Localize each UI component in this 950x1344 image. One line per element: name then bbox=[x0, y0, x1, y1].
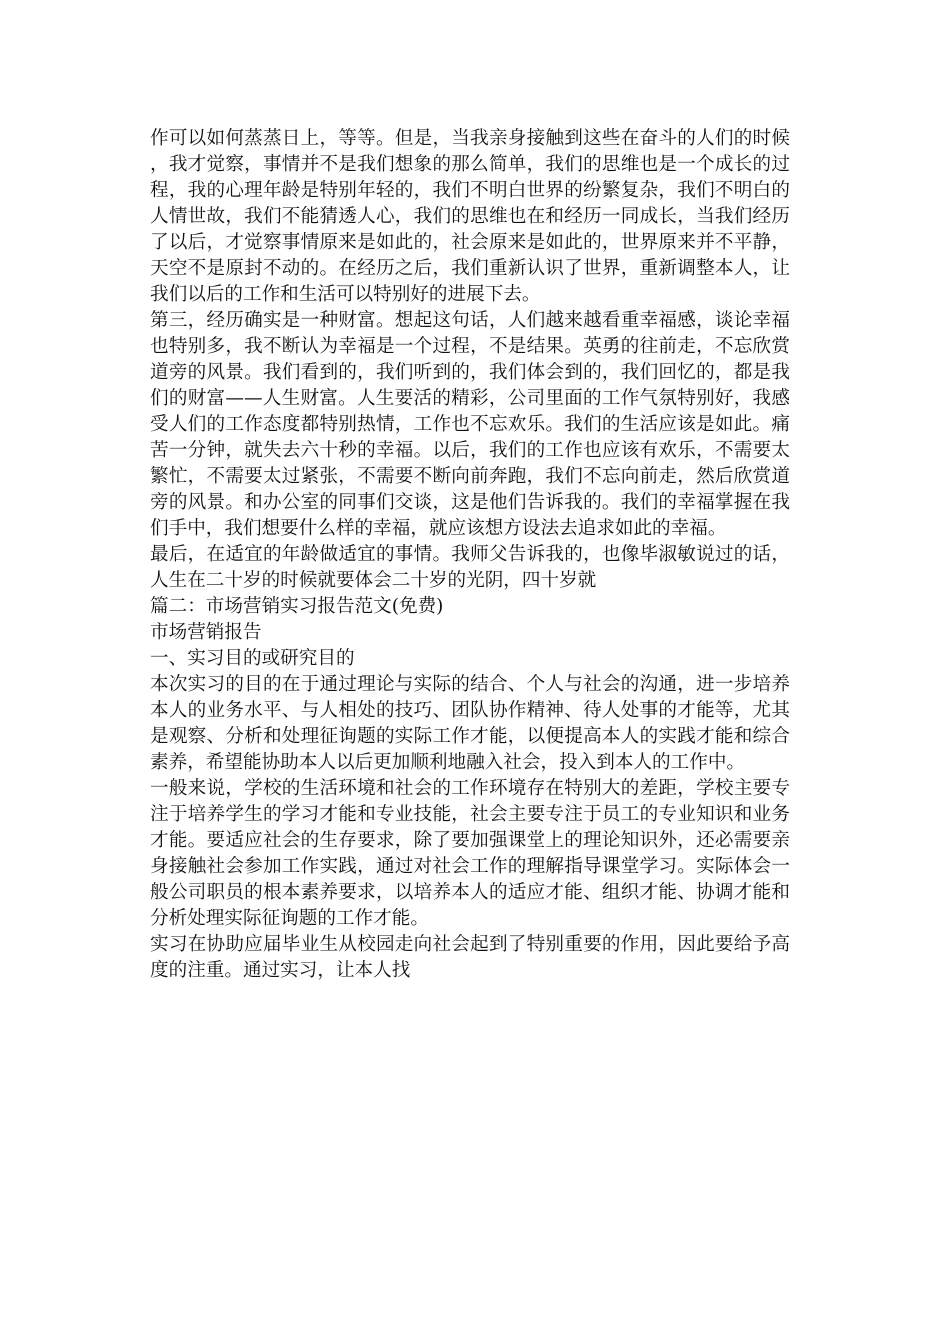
report-title: 市场营销报告 bbox=[150, 622, 262, 643]
subsection-heading: 一、实习目的或研究目的 bbox=[150, 648, 355, 669]
paragraph-internship-purpose: 本次实习的目的在于通过理论与实际的结合、个人与社会的沟通，进一步培养本人的业务水平、与人相处的技巧、团队协作精神、待人处事的才能等，尤其是观察、分析和处理征询题的实际工作才能，以便提高本人的实践才能和综合素养，希望能协助本人以后更加顺利地融入社会，投入到本人的工作中。 bbox=[150, 674, 790, 773]
document-body bbox=[150, 126, 790, 984]
paragraph-thinking-growth: 作可以如何蒸蒸日上，等等。但是，当我亲身接触到这些在奋斗的人们的时候，我才觉察，事情并不是我们想象的那么简单，我们的思维也是一个成长的过程，我的心理年龄是特别年轻的，我们不明白世界的纷繁复杂，我们不明白的人情世故，我们不能猜透人心，我们的思维也在和经历一同成长，当我们经历了以后，才觉察事情原来是如此的，社会原来是如此的，世界原来并不平静，天空不是原封不动的。在经历之后，我们重新认识了世界，重新调整本人，让我们以后的工作和生活可以特别好的进展下去。 bbox=[150, 128, 790, 305]
paragraph-right-age: 最后，在适宜的年龄做适宜的事情。我师父告诉我的，也像毕淑敏说过的话，人生在二十岁的时候就要体会二十岁的光阴，四十岁就 bbox=[150, 544, 790, 591]
paragraph-school-vs-society: 一般来说，学校的生活环境和社会的工作环境存在特别大的差距，学校主要专注于培养学生的学习才能和专业技能，社会主要专注于员工的专业知识和业务才能。要适应社会的生存要求，除了要加强课堂上的理论知识外，还必需要亲身接触社会参加工作实践，通过对社会工作的理解指导课堂学习。实际体会一般公司职员的根本素养要求，以培养本人的适应才能、组织才能、协调才能和分析处理实际征询题的工作才能。 bbox=[150, 778, 790, 929]
section-heading: 篇二：市场营销实习报告范文(免费) bbox=[150, 596, 444, 617]
paragraph-experience-wealth: 第三，经历确实是一种财富。想起这句话，人们越来越看重幸福感，谈论幸福也特别多，我不断认为幸福是一个过程，不是结果。英勇的往前走，不忘欣赏道旁的风景。我们看到的，我们听到的，我们体会到的，我们回忆的，都是我们的财富——人生财富。人生要活的精彩，公司里面的工作气氛特别好，我感受人们的工作态度都特别热情，工作也不忘欢乐。我们的生活应该是如此。痛苦一分钟，就失去六十秒的幸福。以后，我们的工作也应该有欢乐，不需要太繁忙，不需要太过紧张，不需要不断向前奔跑，我们不忘向前走，然后欣赏道旁的风景。和办公室的同事们交谈，这是他们告诉我的。我们的幸福掌握在我们手中，我们想要什么样的幸福，就应该想方设法去追求如此的幸福。 bbox=[150, 310, 790, 539]
paragraph-internship-importance: 实习在协助应届毕业生从校园走向社会起到了特别重要的作用，因此要给予高度的注重。通过实习，让本人找 bbox=[150, 934, 790, 981]
